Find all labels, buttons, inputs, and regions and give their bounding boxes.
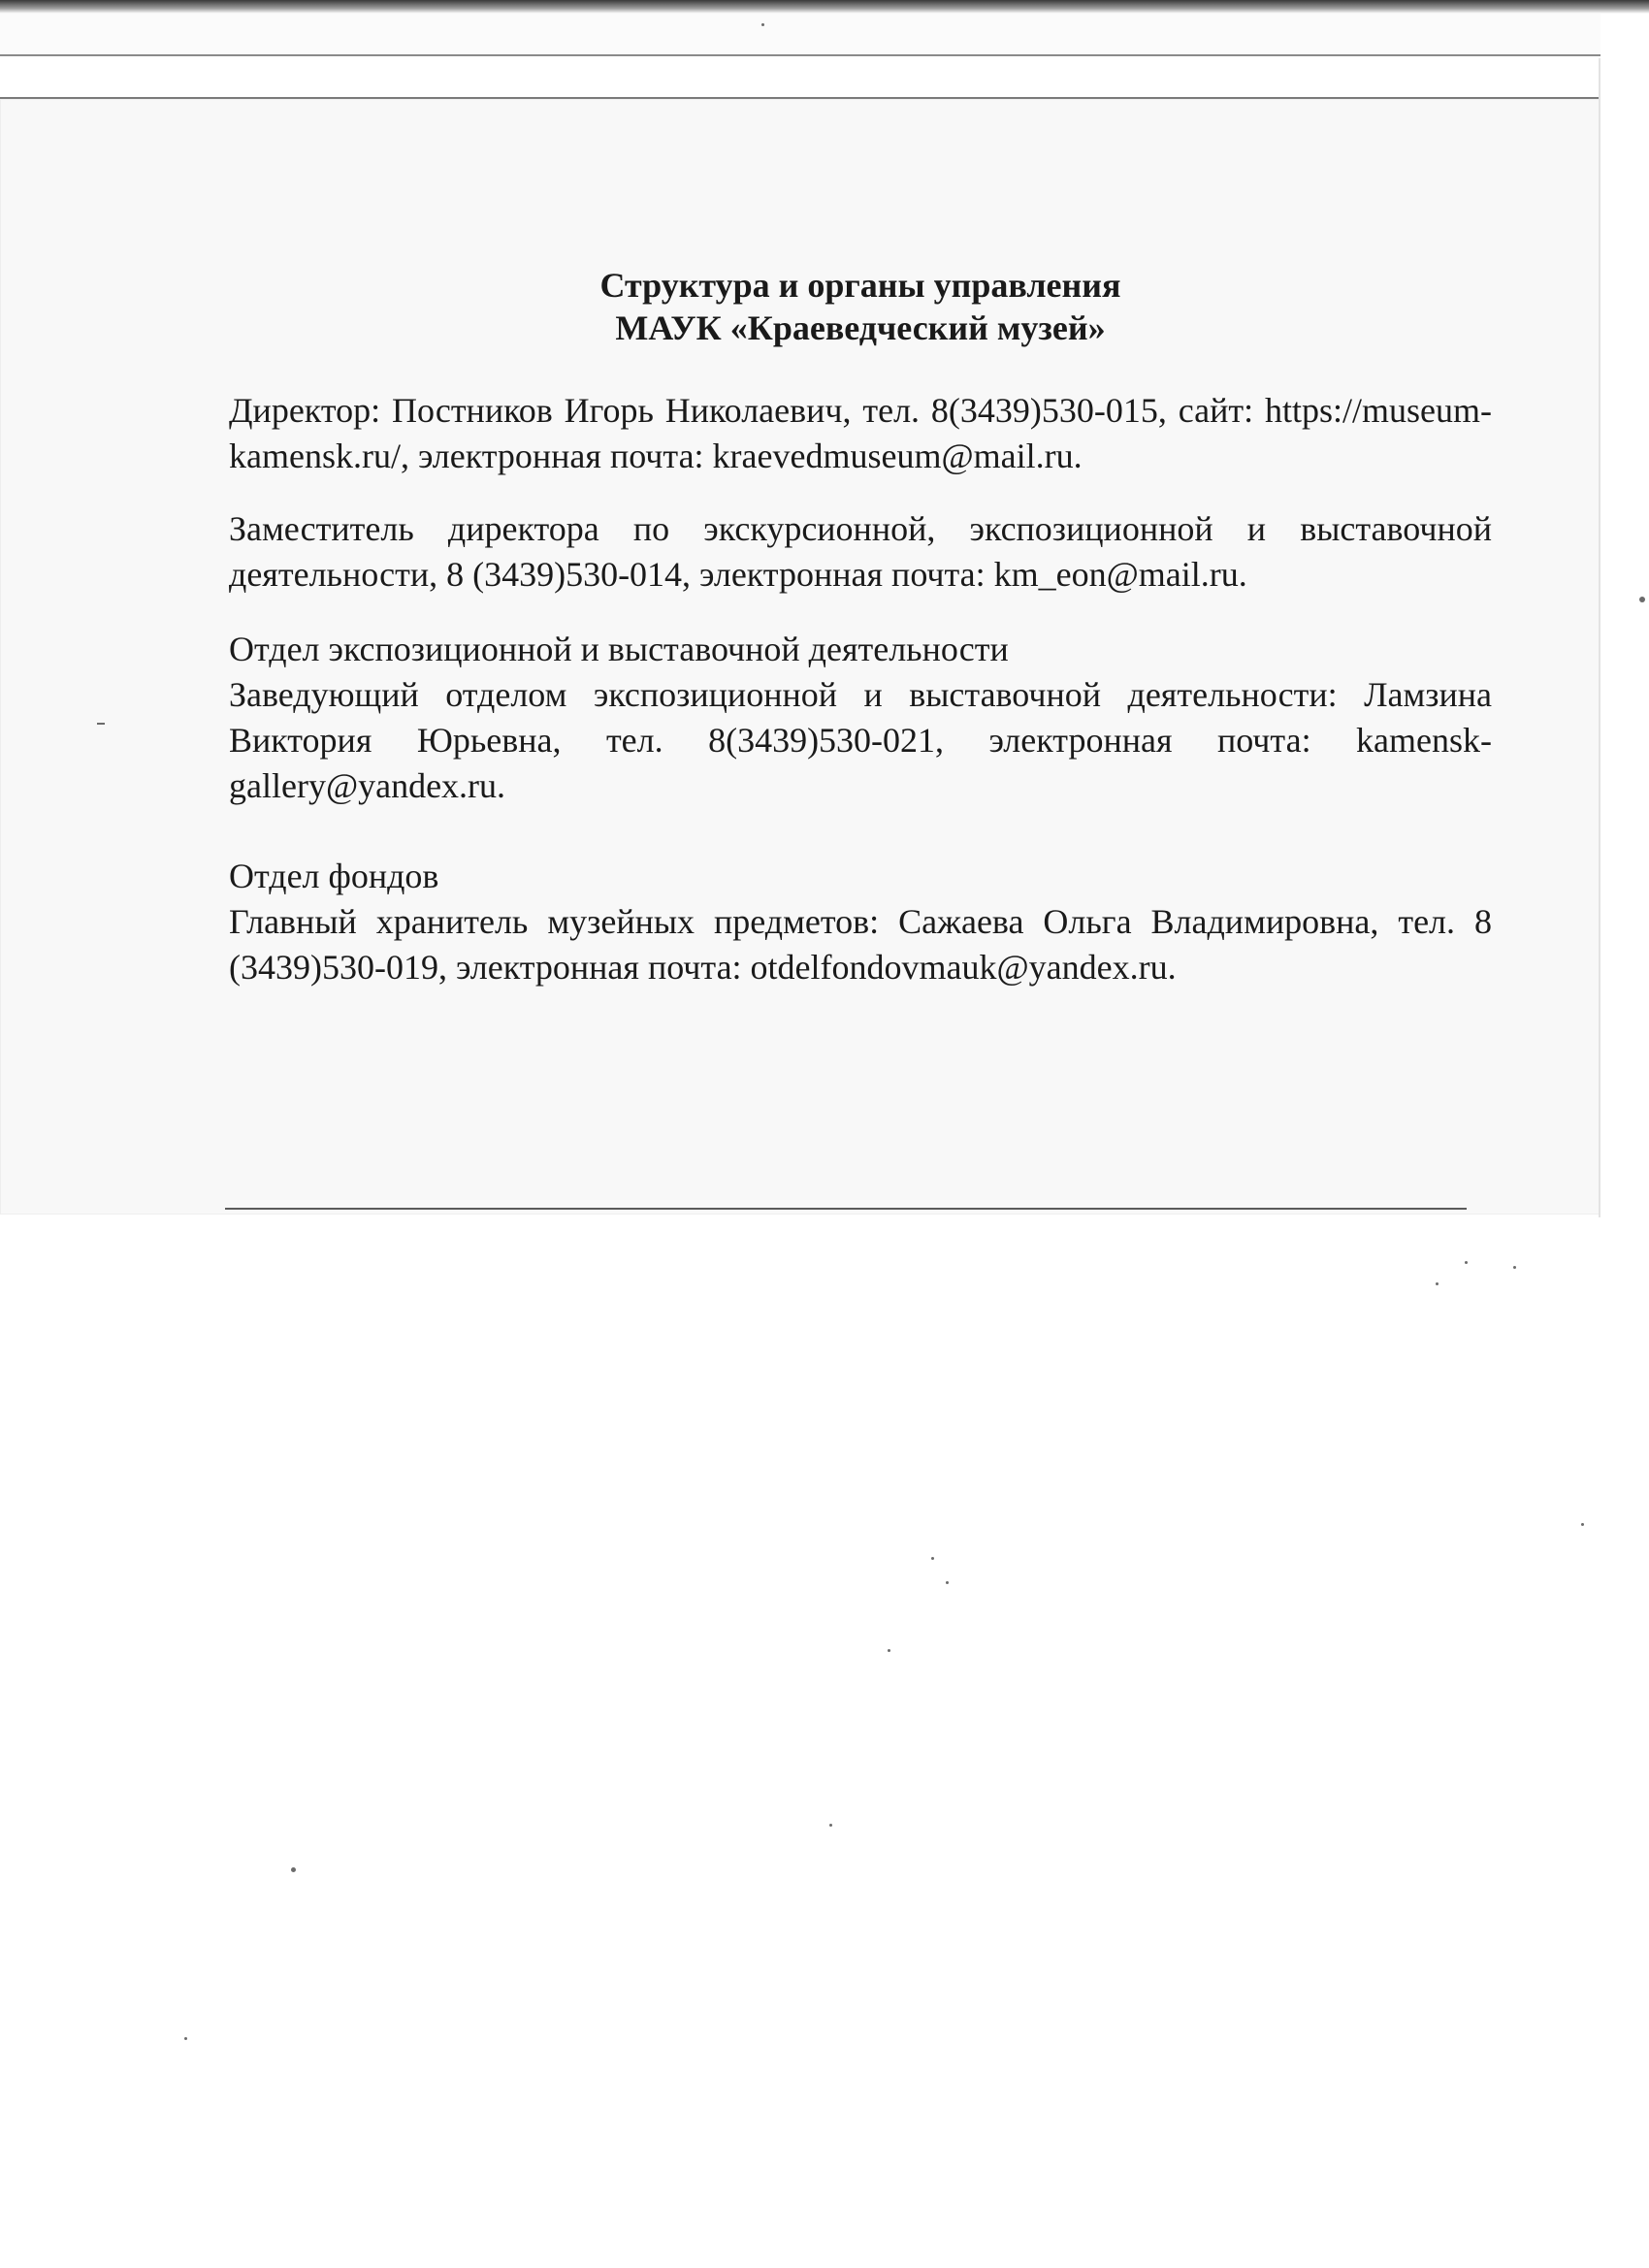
- scan-paper-strip: [0, 14, 1600, 56]
- sheet-bottom-edge: [225, 1208, 1467, 1210]
- scan-speck: [761, 23, 764, 26]
- title-line-1: Структура и органы управления: [599, 266, 1121, 305]
- scan-speck: [97, 723, 105, 725]
- deputy-director-paragraph: Заместитель директора по экскурсионной, экспозиционной и выставочной деятельности, 8 (3439)530-014, электронная почта: km_eon@mail.ru.: [229, 509, 1492, 594]
- scan-speck: [1436, 1282, 1439, 1285]
- title-line-2: МАУК «Краеведческий музей»: [615, 308, 1106, 347]
- exhibition-department-text: Заведующий отделом экспозиционной и выставочной деятельности: Ламзина Виктория Юрьевна, тел. 8(3439)530-021, электронная почта: kamensk-gallery@yandex.ru.: [229, 675, 1492, 805]
- funds-department-text: Главный хранитель музейных предметов: Сажаева Ольга Владимировна, тел. 8 (3439)530-019, электронная почта: otdelfondovmauk@yandex.ru.: [229, 902, 1492, 987]
- director-paragraph: Директор: Постников Игорь Николаевич, тел. 8(3439)530-015, сайт: https://museum-kamensk.ru/, электронная почта: kraevedmuseum@mail.ru.: [229, 391, 1492, 475]
- scan-speck: [184, 2037, 187, 2040]
- scan-speck: [829, 1824, 832, 1827]
- scan-top-edge: [0, 0, 1649, 14]
- scan-speck: [946, 1581, 949, 1584]
- scan-speck: [1639, 597, 1645, 602]
- document-title: [229, 264, 1492, 349]
- document-body: [229, 264, 1492, 990]
- funds-department-heading: Отдел фондов: [229, 857, 439, 895]
- scan-sheet-right-edge: [1599, 58, 1600, 1217]
- scan-speck: [931, 1557, 934, 1560]
- scan-speck: [888, 1649, 890, 1652]
- funds-department-section: [229, 854, 1492, 990]
- scan-speck: [291, 1867, 296, 1872]
- scan-speck: [1513, 1266, 1516, 1269]
- scan-speck: [1465, 1261, 1468, 1264]
- scan-speck: [1581, 1523, 1584, 1526]
- exhibition-department-heading: Отдел экспозиционной и выставочной деятельности: [229, 630, 1009, 668]
- exhibition-department-section: [229, 627, 1492, 809]
